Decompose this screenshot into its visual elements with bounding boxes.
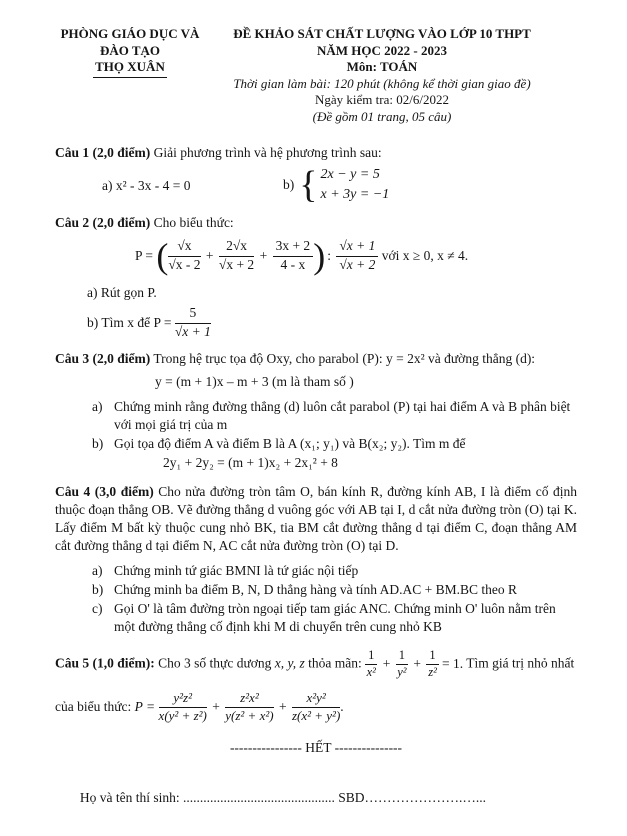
expression-fraction-2: [225, 690, 273, 725]
end-marker: ---------------- HẾT ---------------: [229, 739, 403, 755]
part-b-label: b): [283, 177, 295, 192]
fraction-4: [336, 238, 378, 274]
plus-operator: +: [212, 699, 220, 715]
question-5-expression: [55, 690, 577, 725]
line-d-equation: y = (m + 1)x – m + 3 (m là tham số ): [155, 373, 354, 389]
exam-title-line2: NĂM HỌC 2022 - 2023: [317, 42, 447, 58]
fraction-3-denominator: 4 - x: [280, 257, 306, 272]
office-district: THỌ XUÂN: [93, 59, 167, 78]
question-3: [55, 350, 577, 472]
office-name: PHÒNG GIÁO DỤC VÀ ĐÀO TẠO: [60, 26, 200, 58]
question-3-intro: Trong hệ trục tọa độ Oxy, cho parabol (P): y = 2x² và đường thẳng (d):: [150, 350, 536, 366]
part-a-text: Chứng minh tứ giác BMNI là tứ giác nội tiếp: [114, 562, 359, 578]
expression-lhs: P =: [135, 248, 153, 263]
fraction-3-numerator: 3x + 2: [273, 238, 314, 257]
expr-3-numerator: x²y²: [292, 690, 340, 708]
part-b-label: b): [92, 581, 104, 597]
question-2-intro: Cho biểu thức:: [150, 215, 234, 230]
part-a-label: a): [92, 562, 103, 578]
question-1-parts: [55, 165, 577, 205]
question-4-part-b: [92, 581, 577, 599]
expr-2-denominator: y(z² + x²): [225, 708, 274, 724]
question-5-statement: [55, 648, 577, 681]
exam-title-block: [221, 26, 543, 125]
question-3-label: Câu 3 (2,0 điểm): [55, 350, 151, 366]
system-brace: {: [299, 164, 318, 206]
question-1: [55, 144, 577, 205]
fraction-1: [168, 238, 200, 274]
question-5: [55, 648, 577, 725]
fraction-4-denominator: √x + 2: [339, 257, 376, 272]
part-a-label: a): [92, 398, 103, 414]
exam-page-count: (Đề gồm 01 trang, 05 câu): [312, 108, 452, 124]
exam-subject: Môn: TOÁN: [346, 59, 418, 74]
exam-date: Ngày kiểm tra: 02/6/2022: [315, 92, 449, 107]
question-3-part-b: [92, 435, 577, 453]
expression-lhs: P =: [134, 699, 156, 715]
part-b-label: b) Tìm x để P =: [87, 314, 172, 330]
part-a-text: Chứng minh rằng đường thẳng (d) luôn cắt parabol (P) tại hai điểm A và B phân biệt với mọi giá trị của m: [114, 398, 571, 432]
question-2-part-a: a) Rút gọn P.: [87, 285, 157, 300]
part-c-text: Gọi O' là tâm đường tròn ngoại tiếp tam giác ANC. Chứng minh O' luôn nằm trên một đường thẳng cố định khi M di chuyển trên cung nhỏ KB: [114, 600, 556, 634]
part-b-numerator: 5: [175, 305, 211, 324]
fraction-2-numerator: 2√x: [219, 238, 254, 257]
question-1-label: Câu 1 (2,0 điểm): [55, 145, 151, 160]
system-equation-1: 2x − y = 5: [320, 167, 380, 182]
part-c-label: c): [92, 600, 103, 616]
exam-body: [55, 144, 577, 807]
constraint-2-denominator: y²: [397, 665, 407, 680]
question-4-problem-text: Cho nửa đường tròn tâm O, bán kính R, đường kính AB, I là điểm cố định thuộc đoạn thẳng OB. Vẽ đường thẳng d vuông góc với AB tại I, d cắt nửa đường tròn (O) tại K. Lấy điểm M bất kỳ thuộc cung nhỏ BK, tia BM cắt đường thẳng d tại điểm C, đoạn thẳng AM cắt đường thẳng d tại điểm N, AC cắt nửa đường tròn (O) tại D.: [55, 483, 577, 553]
constraint-fraction-1: [365, 648, 377, 681]
domain-condition: với x ≥ 0, x ≠ 4.: [381, 248, 469, 263]
fraction-2-denominator: √x + 2: [218, 257, 255, 272]
open-paren: (: [156, 236, 169, 276]
question-4-part-a: [92, 562, 577, 580]
part-b-fraction: [175, 305, 211, 341]
constraint-fraction-2: [396, 648, 408, 681]
expr-3-denominator: z(x² + y²): [291, 708, 341, 724]
part-a-equation: x² - 3x - 4 = 0: [115, 178, 191, 193]
expr-2-numerator: z²x²: [225, 690, 273, 708]
fraction-1-denominator: √x - 2: [168, 257, 201, 272]
question-4: [55, 483, 577, 636]
plus-operator: +: [413, 656, 422, 672]
part-b-text: Gọi tọa độ điểm A và điểm B là A (x₁; y₁) và B(x₂; y₂). Tìm m để: [114, 435, 466, 451]
exam-header: [45, 26, 577, 125]
expression-period: .: [340, 699, 344, 715]
plus-operator: +: [278, 699, 287, 715]
issuing-office-block: [45, 26, 215, 125]
question-2-label: Câu 2 (2,0 điểm): [55, 215, 151, 230]
plus-operator: +: [382, 656, 391, 672]
part-b-denominator: √x + 1: [174, 323, 211, 339]
question-1-part-a: [102, 165, 237, 194]
question-5-intro-2: thỏa mãn:: [304, 655, 366, 671]
constraint-1-numerator: 1: [365, 648, 377, 666]
fraction-1-numerator: √x: [168, 238, 200, 257]
question-4-label: Câu 4 (3,0 điểm): [55, 483, 154, 499]
question-4-parts: [55, 562, 577, 636]
expr-1-denominator: x(y² + z²): [158, 708, 207, 724]
question-5-intro: Cho 3 số thực dương: [154, 655, 275, 671]
question-1-intro: Giải phương trình và hệ phương trình sau:: [150, 145, 382, 160]
part-b-equation: 2y₁ + 2y₂ = (m + 1)x₂ + 2x₁² + 8: [163, 454, 338, 470]
expression-P: [135, 237, 577, 275]
question-2-part-b: [87, 305, 577, 341]
candidate-name-line: Họ và tên thí sinh: ............................................. SBD………………….…...: [79, 789, 487, 805]
expression-intro: của biểu thức:: [55, 699, 132, 715]
variables: x, y, z: [274, 655, 305, 671]
expression-fraction-1: [159, 690, 207, 725]
fraction-2: [219, 238, 254, 274]
expression-fraction-3: [292, 690, 340, 725]
exam-time-limit: Thời gian làm bài: 120 phút (không kể thời gian giao đề): [233, 75, 531, 91]
constraint-fraction-3: [426, 648, 438, 681]
question-2: [55, 214, 577, 341]
plus-operator: +: [205, 248, 214, 263]
part-b-text: Chứng minh ba điểm B, N, D thẳng hàng và tính AD.AC + BM.BC theo R: [114, 581, 518, 597]
expr-1-numerator: y²z²: [159, 690, 207, 708]
question-5-label: Câu 5 (1,0 điểm):: [55, 655, 155, 671]
equation-system: [321, 165, 390, 205]
divide-operator: :: [327, 248, 331, 263]
part-b-label: b): [92, 435, 104, 451]
constraint-2-numerator: 1: [396, 648, 408, 666]
constraint-3-numerator: 1: [426, 648, 438, 666]
question-3-part-a: [92, 398, 577, 434]
fraction-4-numerator: √x + 1: [336, 238, 378, 257]
part-a-label: a): [102, 178, 113, 193]
question-5-tail: Tìm giá trị nhỏ nhất: [463, 655, 575, 671]
question-1-part-b: [283, 165, 389, 205]
system-equation-2: x + 3y = −1: [320, 187, 390, 202]
constraint-equals: = 1.: [442, 656, 464, 672]
close-paren: ): [313, 236, 326, 276]
constraint-1-denominator: x²: [366, 665, 376, 680]
plus-operator: +: [259, 248, 268, 263]
exam-title-line1: ĐỀ KHẢO SÁT CHẤT LƯỢNG VÀO LỚP 10 THPT: [233, 26, 531, 41]
constraint-3-denominator: z²: [428, 665, 437, 680]
fraction-3: [273, 238, 314, 274]
question-4-part-c: [92, 600, 577, 636]
